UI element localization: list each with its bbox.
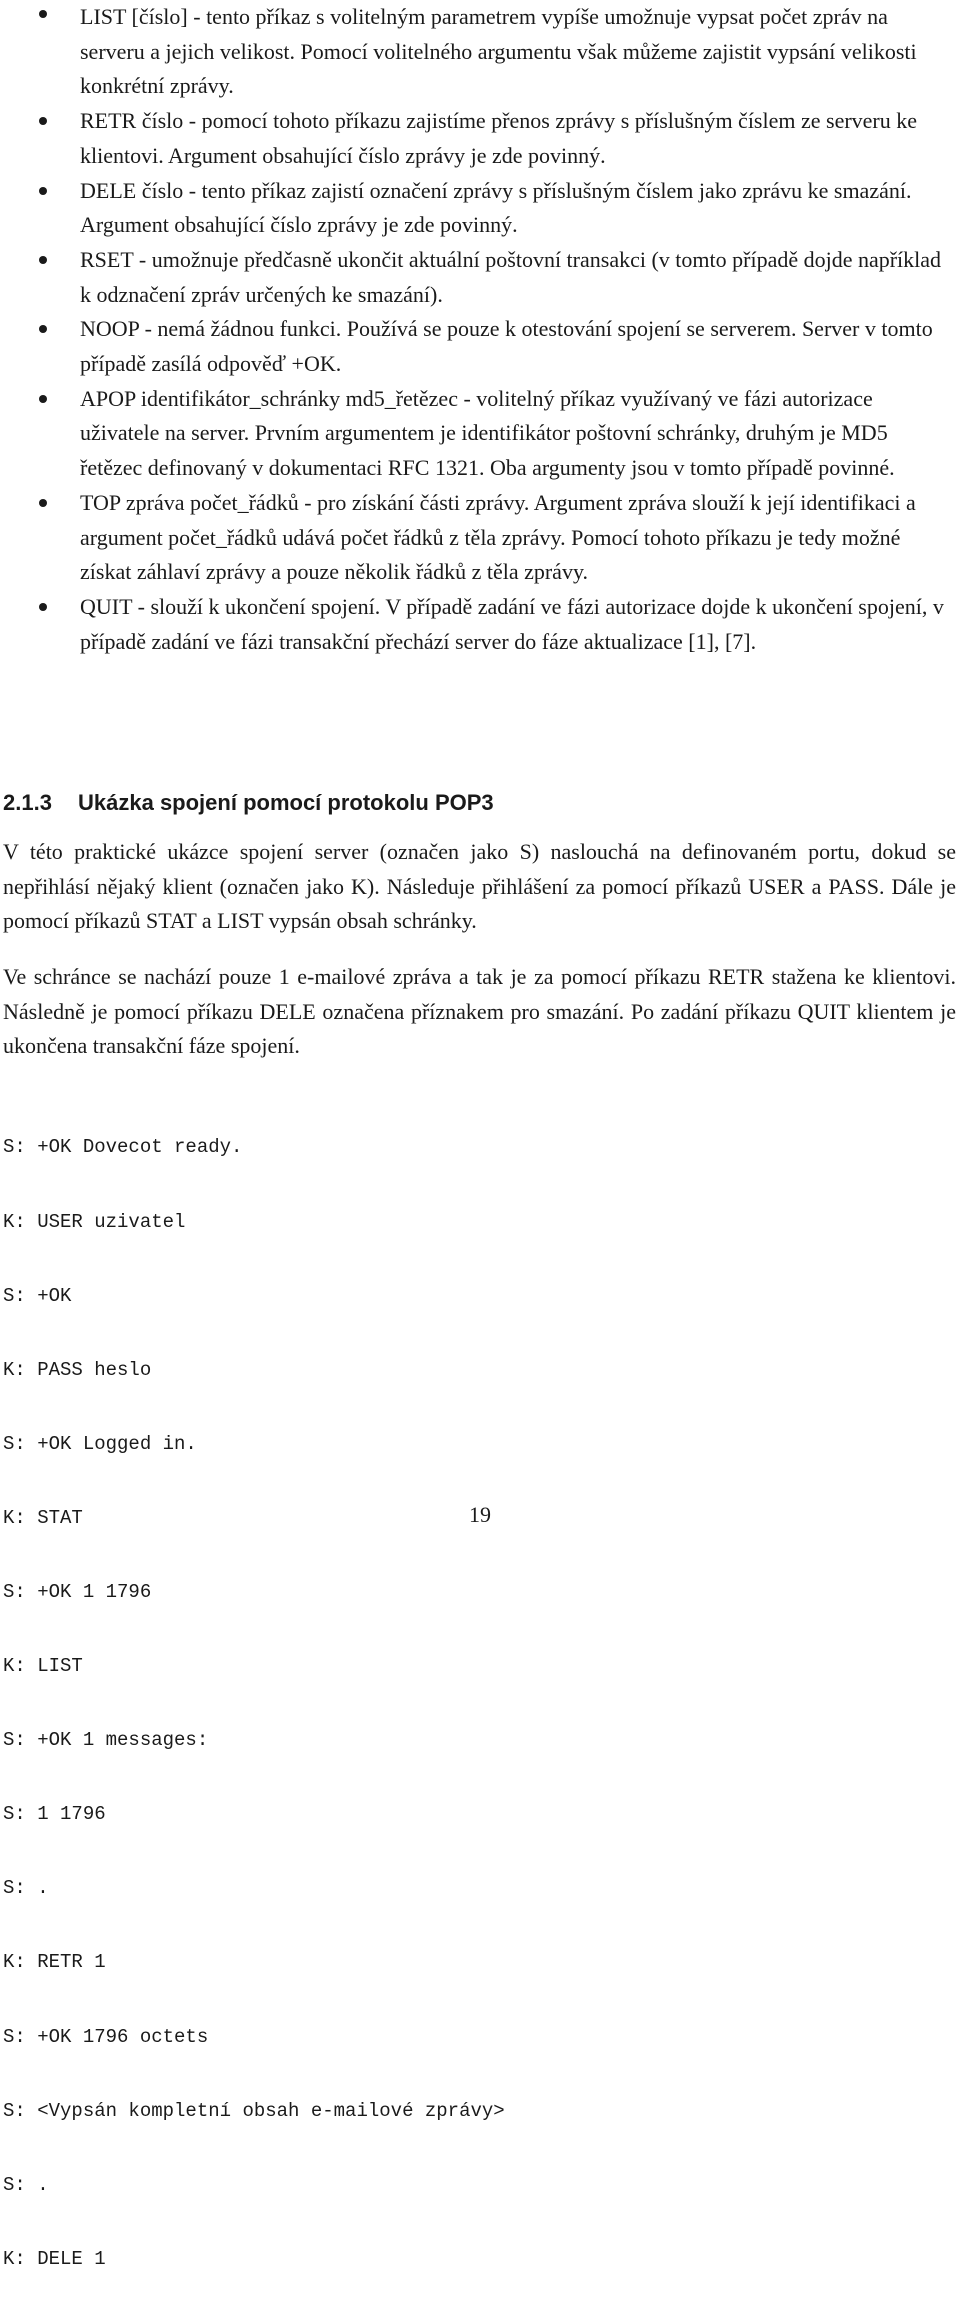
list-item: DELE číslo - tento příkaz zajistí označení zprávy s příslušným číslem jako zprávu ke smazání. Argument obsahující číslo zprávy je zde povinný.	[0, 174, 960, 243]
section-heading	[3, 786, 494, 820]
list-item: RETR číslo - pomocí tohoto příkazu zajistíme přenos zprávy s příslušným číslem ze serveru ke klientovi. Argument obsahující číslo zprávy je zde povinný.	[0, 104, 960, 173]
list-item: QUIT - slouží k ukončení spojení. V případě zadání ve fázi autorizace dojde k ukončení spojení, v případě zadání ve fázi transakční přechází server do fáze aktualizace [1], [7].	[0, 590, 960, 659]
code-line: S: +OK 1 messages:	[3, 1729, 209, 1752]
code-line: S: +OK	[3, 1284, 72, 1307]
code-line: S: <Vypsán kompletní obsah e-mailové zprávy>	[3, 2099, 505, 2122]
section-number: 2.1.3	[3, 790, 52, 815]
code-line: K: STAT	[3, 1506, 83, 1529]
code-line: S: 1 1796	[3, 1803, 106, 1826]
code-line: S: +OK Dovecot ready.	[3, 1136, 243, 1159]
code-line: S: .	[3, 2173, 49, 2196]
paragraph: V této praktické ukázce spojení server (označen jako S) naslouchá na definovaném portu, dokud se nepřihlásí nějaký klient (označen jako K). Následuje přihlášení za pomocí příkazů USER a PASS. Dále je pomocí příkazů STAT a LIST vypsán obsah schránky.	[3, 839, 956, 933]
code-line: K: PASS heslo	[3, 1358, 152, 1381]
command-list	[0, 0, 960, 659]
page-number: 19	[469, 1502, 491, 1527]
section-title: Ukázka spojení pomocí protokolu POP3	[78, 790, 494, 815]
list-item: LIST [číslo] - tento příkaz s volitelným parametrem vypíše umožnuje vypsat počet zpráv na serveru a jejich velikost. Pomocí volitelného argumentu však můžeme zajistit vypsání velikosti konkrétní zprávy.	[0, 0, 960, 104]
code-line: K: LIST	[3, 1655, 83, 1678]
code-line: K: USER uzivatel	[3, 1210, 186, 1233]
code-line: K: RETR 1	[3, 1951, 106, 1974]
code-line: S: +OK 1 1796	[3, 1580, 152, 1603]
code-listing	[3, 1086, 505, 2321]
list-item: RSET - umožnuje předčasně ukončit aktuální poštovní transakci (v tomto případě dojde například k odznačení zpráv určených ke smazání).	[0, 243, 960, 312]
paragraph: Ve schránce se nachází pouze 1 e-mailové zpráva a tak je za pomocí příkazu RETR stažena ke klientovi. Následně je pomocí příkazu DELE označena příznakem pro smazání. Po zadání příkazu QUIT klientem je ukončena transakční fáze spojení.	[3, 964, 956, 1058]
list-item: NOOP - nemá žádnou funkci. Používá se pouze k otestování spojení se serverem. Server v tomto případě zasílá odpověď +OK.	[0, 312, 960, 381]
code-line: S: +OK 1796 octets	[3, 2025, 209, 2048]
code-line: K: DELE 1	[3, 2247, 106, 2270]
code-line: S: .	[3, 1877, 49, 1900]
list-item: TOP zpráva počet_řádků - pro získání části zprávy. Argument zpráva slouží k její identifikaci a argument počet_řádků udává počet řádků z těla zprávy. Pomocí tohoto příkazu je tedy možné získat záhlaví zprávy a pouze několik řádků z těla zprávy.	[0, 486, 960, 590]
list-item: APOP identifikátor_schránky md5_řetězec - volitelný příkaz využívaný ve fázi autorizace uživatele na server. Prvním argumentem je identifikátor poštovní schránky, druhým je MD5 řetězec definovaný v dokumentaci RFC 1321. Oba argumenty jsou v tomto případě povinné.	[0, 382, 960, 486]
code-line: S: +OK Logged in.	[3, 1432, 197, 1455]
